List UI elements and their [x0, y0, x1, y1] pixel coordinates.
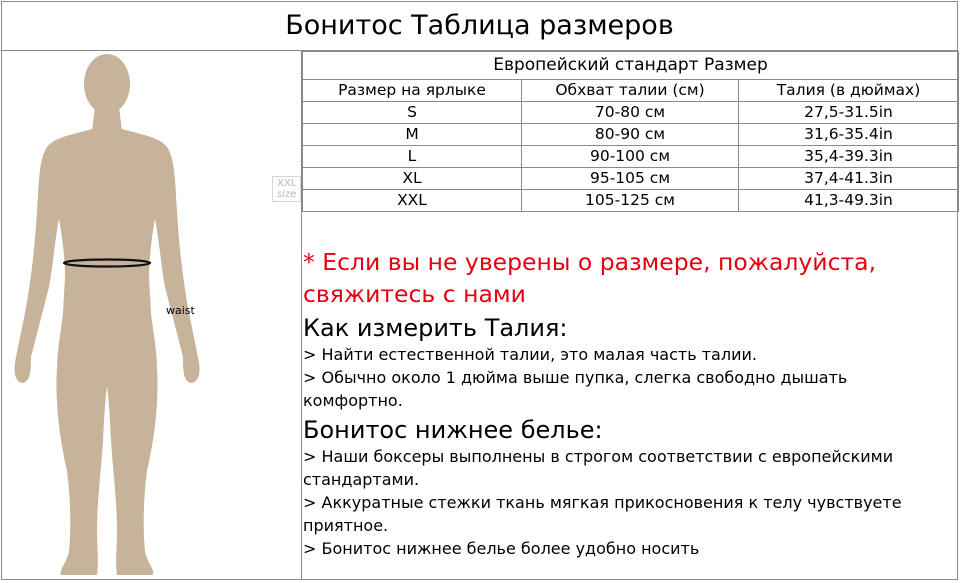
cell-waist-cm: 70-80 см — [522, 102, 739, 124]
cell-waist-in: 35,4-39.3in — [739, 146, 959, 168]
table-heading: Европейский стандарт Размер — [303, 52, 959, 80]
cell-size: M — [303, 124, 522, 146]
waist-label: waist — [166, 304, 195, 317]
table-heading-row — [303, 52, 959, 80]
size-table — [302, 51, 959, 212]
page-title: Бонитос Таблица размеров — [1, 1, 958, 51]
cell-size: S — [303, 102, 522, 124]
cell-size: L — [303, 146, 522, 168]
column-header-waist-in: Талия (в дюймах) — [739, 80, 959, 102]
table-row — [303, 190, 959, 212]
size-tag: XXL size — [272, 176, 301, 202]
cell-size: XXL — [303, 190, 522, 212]
measure-line: > Найти естественной талии, это малая часть талии. — [303, 345, 757, 364]
underwear-line: > Бонитос нижнее белье более удобно носить — [303, 539, 700, 558]
cell-waist-in: 41,3-49.3in — [739, 190, 959, 212]
figure-neck — [92, 107, 122, 131]
body-figure-panel — [1, 51, 302, 580]
figure-legs — [56, 367, 157, 575]
measure-line: > Обычно около 1 дюйма выше пупка, слегка свободно дышать — [303, 368, 848, 387]
column-header-label-size: Размер на ярлыке — [303, 80, 522, 102]
cell-waist-in: 37,4-41.3in — [739, 168, 959, 190]
warning-line-1: * Если вы не уверены о размере, пожалуйста, — [303, 248, 877, 276]
human-body-figure — [1, 51, 301, 579]
table-row — [303, 102, 959, 124]
cell-waist-in: 31,6-35.4in — [739, 124, 959, 146]
underwear-heading: Бонитос нижнее белье: — [303, 416, 603, 444]
cell-size: XL — [303, 168, 522, 190]
underwear-line: стандартами. — [303, 470, 420, 489]
warning-line-2: свяжитесь с нами — [303, 280, 526, 308]
cell-waist-in: 27,5-31.5in — [739, 102, 959, 124]
table-header-row — [303, 80, 959, 102]
cell-waist-cm: 95-105 см — [522, 168, 739, 190]
underwear-line: > Наши боксеры выполнены в строгом соответствии с европейскими — [303, 447, 894, 466]
table-row — [303, 124, 959, 146]
measure-heading: Как измерить Талия: — [303, 314, 568, 342]
figure-head — [84, 54, 130, 114]
underwear-line: приятное. — [303, 516, 389, 535]
table-row — [303, 146, 959, 168]
figure-torso — [14, 129, 199, 383]
measure-line: комфортно. — [303, 391, 403, 410]
column-header-waist-cm: Обхват талии (см) — [522, 80, 739, 102]
info-section — [303, 246, 953, 560]
underwear-line: > Аккуратные стежки ткань мягкая прикосновения к телу чувствуете — [303, 493, 902, 512]
cell-waist-cm: 90-100 см — [522, 146, 739, 168]
cell-waist-cm: 80-90 см — [522, 124, 739, 146]
cell-waist-cm: 105-125 см — [522, 190, 739, 212]
table-row — [303, 168, 959, 190]
